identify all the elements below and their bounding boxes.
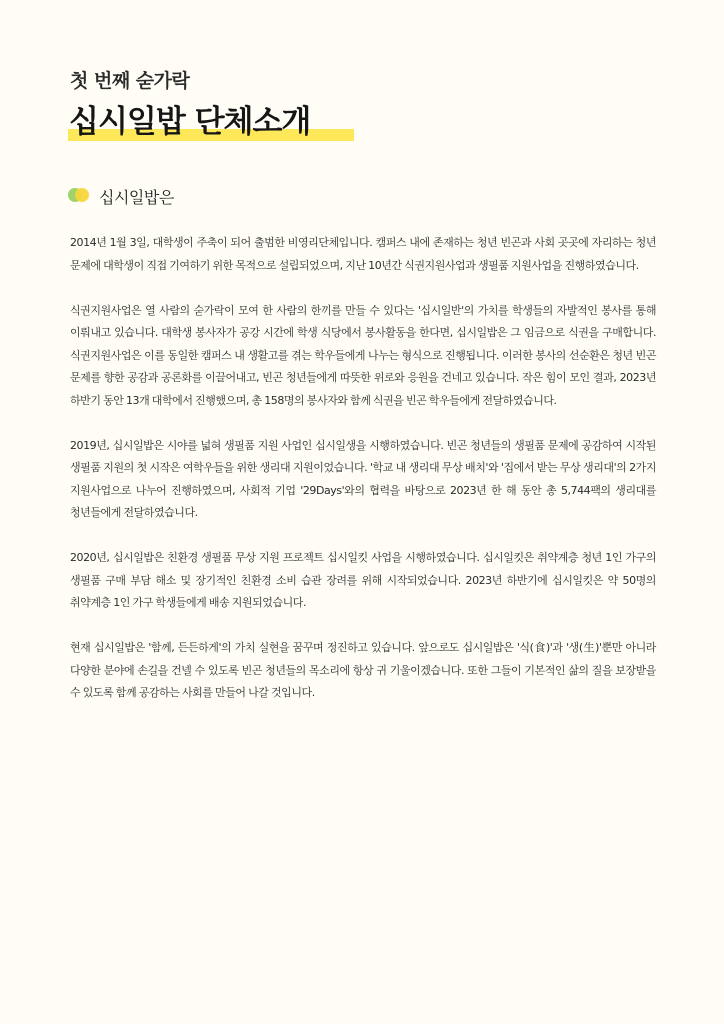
paragraph-3: 2019년, 십시일밥은 시야를 넓혀 생필품 지원 사업인 십시일생을 시행하였습니다. 빈곤 청년들의 생필품 문제에 공감하여 시작된 생필품 지원의 첫 시작은 여학우들을 위한 생리대 지원이었습니다. '학교 내 생리대 무상 배치'와 '집에서 받는 무상 생리대'의 2가지 지원사업으로 나누어 진행하였으며, 사회적 기업 '29Days'와의 협력을 바탕으로 2023년 한 해 동안 총 5,744팩의 생리대를 청년들에게 전달하였습니다. xyxy=(70,438,656,519)
yellow-dot-icon xyxy=(75,188,89,202)
paragraph-1: 2014년 1월 3일, 대학생이 주축이 되어 출범한 비영리단체입니다. 캠퍼스 내에 존재하는 청년 빈곤과 사회 곳곳에 자리하는 청년 문제에 대학생이 직접 기여하기 위한 목적으로 설립되었으며, 지난 10년간 식권지원사업과 생필품 지원사업을 진행하였습니다. xyxy=(70,236,656,272)
section-title: 십시일밥은 xyxy=(99,187,174,207)
section-heading xyxy=(68,185,174,207)
bullet-dots-icon xyxy=(68,187,90,205)
paragraph-5: 현재 십시일밥은 '함께, 든든하게'의 가치 실현을 꿈꾸며 정진하고 있습니다. 앞으로도 십시일밥은 '식(食)'과 '생(生)'뿐만 아니라 다양한 분야에 손길을 건넬 수 있도록 빈곤 청년들의 목소리에 항상 귀 기울이겠습니다. 또한 그들이 기본적인 삶의 질을 보장받을 수 있도록 함께 공감하는 사회를 만들어 나갈 것입니다. xyxy=(70,641,656,699)
page-title: 십시일밥 단체소개 xyxy=(69,104,311,140)
paragraph-2: 식권지원사업은 열 사람의 숟가락이 모여 한 사람의 한끼를 만들 수 있다는 '십시일반'의 가치를 학생들의 자발적인 봉사를 통해 이뤄내고 있습니다. 대학생 봉사자가 공강 시간에 학생 식당에서 봉사활동을 한다면, 십시일밥은 그 임금으로 식권을 구매합니다. 식권지원사업은 이를 동일한 캠퍼스 내 생활고를 겪는 학우들에게 나누는 형식으로 진행됩니다. 이러한 봉사의 선순환은 청년 빈곤 문제를 향한 공감과 공론화를 이끌어내고, 빈곤 청년들에게 따뜻한 위로와 응원을 건네고 있습니다. 작은 힘이 모인 결과, 2023년 하반기 동안 13개 대학에서 진행했으며, 총 158명의 봉사자와 함께 식권을 빈곤 학우들에게 전달하였습니다. xyxy=(70,303,656,407)
title-block xyxy=(68,96,354,146)
body-text xyxy=(70,232,656,727)
section-eyebrow: 첫 번째 숟가락 xyxy=(70,70,190,92)
paragraph-4: 2020년, 십시일밥은 친환경 생필품 무상 지원 프로젝트 십시일킷 사업을 시행하였습니다. 십시일킷은 취약계층 청년 1인 가구의 생필품 구매 부담 해소 및 장기적인 친환경 소비 습관 장려를 위해 시작되었습니다. 2023년 하반기에 십시일킷은 약 50명의 취약계층 1인 가구 학생들에게 배송 지원되었습니다. xyxy=(70,551,656,609)
